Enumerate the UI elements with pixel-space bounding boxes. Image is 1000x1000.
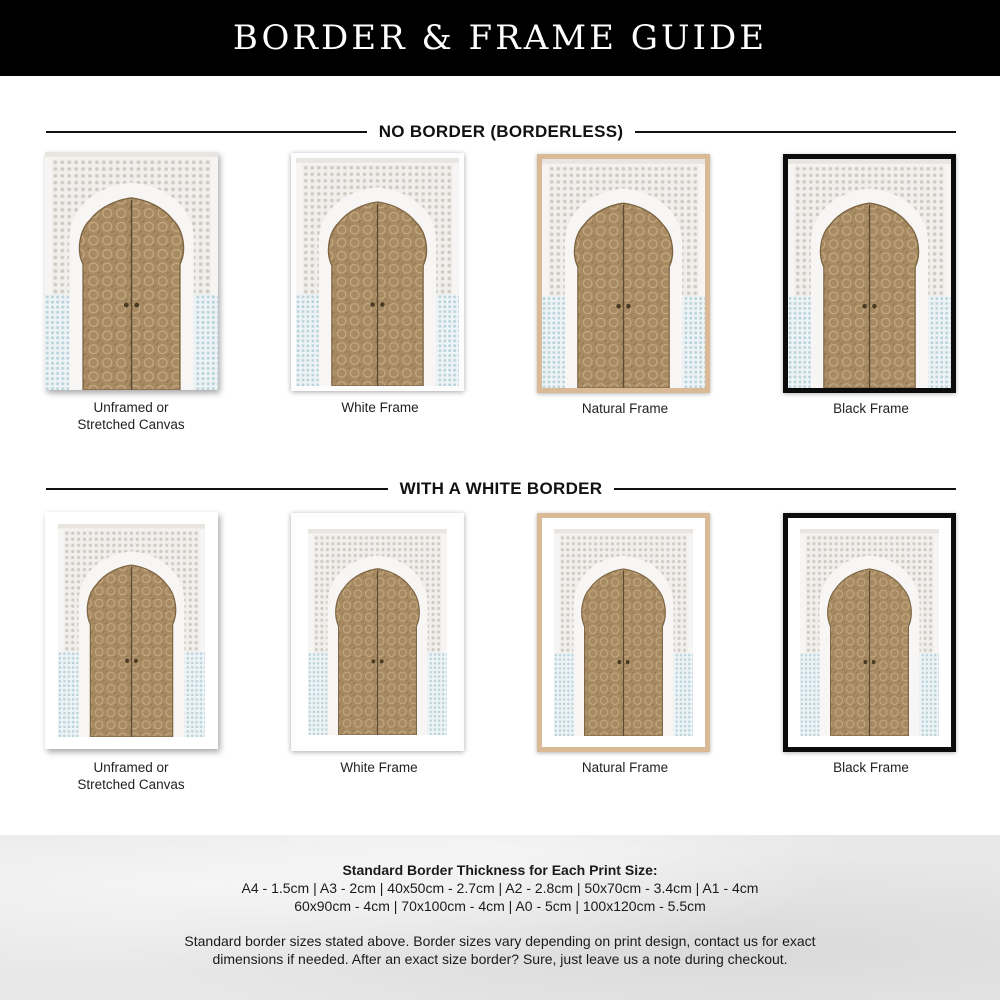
caption-natural-frame-white-border: Natural Frame — [581, 760, 669, 775]
divider-line — [635, 131, 956, 133]
moroccan-arched-door-icon — [308, 529, 447, 735]
caption-unframed-white-border: Unframed or Stretched Canvas — [77, 760, 185, 792]
moroccan-arched-door-icon — [788, 159, 951, 388]
border-sizes-line: A4 - 1.5cm | A3 - 2cm | 40x50cm - 2.7cm | A2 - 2.8cm | 50x70cm - 3.4cm | A1 - 4cm — [241, 880, 759, 896]
moroccan-arched-door-icon — [554, 529, 693, 736]
caption-white-frame-borderless: White Frame — [341, 400, 419, 415]
caption-black-frame-borderless: Black Frame — [833, 401, 909, 416]
print-unframed-white-border[interactable] — [45, 512, 218, 749]
divider-line — [46, 488, 388, 490]
print-natural-frame-borderless[interactable] — [537, 154, 710, 393]
border-sizes-line: 60x90cm - 4cm | 70x100cm - 4cm | A0 - 5cm | 100x120cm - 5.5cm — [294, 898, 706, 914]
border-note-line: Standard border sizes stated above. Border sizes vary depending on print design, contact us for exact — [184, 933, 816, 949]
print-white-frame-borderless[interactable] — [291, 153, 464, 391]
section-title: NO BORDER (BORDERLESS) — [378, 122, 624, 141]
section-heading-white-border — [46, 479, 956, 499]
moroccan-arched-door-icon — [58, 524, 205, 737]
caption-natural-frame-borderless: Natural Frame — [581, 401, 669, 416]
section-heading-borderless — [46, 122, 956, 142]
print-black-frame-white-border[interactable] — [783, 513, 956, 752]
caption-unframed-borderless: Unframed or Stretched Canvas — [77, 400, 185, 432]
moroccan-arched-door-icon — [45, 152, 218, 390]
print-natural-frame-white-border[interactable] — [537, 513, 710, 752]
moroccan-arched-door-icon — [542, 159, 705, 388]
print-white-frame-white-border[interactable] — [291, 513, 464, 751]
moroccan-arched-door-icon — [296, 158, 459, 386]
caption-black-frame-white-border: Black Frame — [833, 760, 909, 775]
header-banner — [0, 0, 1000, 76]
page-title: BORDER & FRAME GUIDE — [232, 18, 768, 58]
border-thickness-title: Standard Border Thickness for Each Print Size: — [342, 862, 658, 878]
section-title: WITH A WHITE BORDER — [399, 479, 603, 498]
divider-line — [46, 131, 367, 133]
caption-white-frame-white-border: White Frame — [340, 760, 418, 775]
border-note-line: dimensions if needed. After an exact size border? Sure, just leave us a note during checkout. — [212, 951, 788, 967]
moroccan-arched-door-icon — [800, 529, 939, 736]
print-black-frame-borderless[interactable] — [783, 154, 956, 393]
divider-line — [614, 488, 956, 490]
border-thickness-info — [0, 835, 1000, 1000]
print-unframed-borderless[interactable] — [45, 152, 218, 390]
